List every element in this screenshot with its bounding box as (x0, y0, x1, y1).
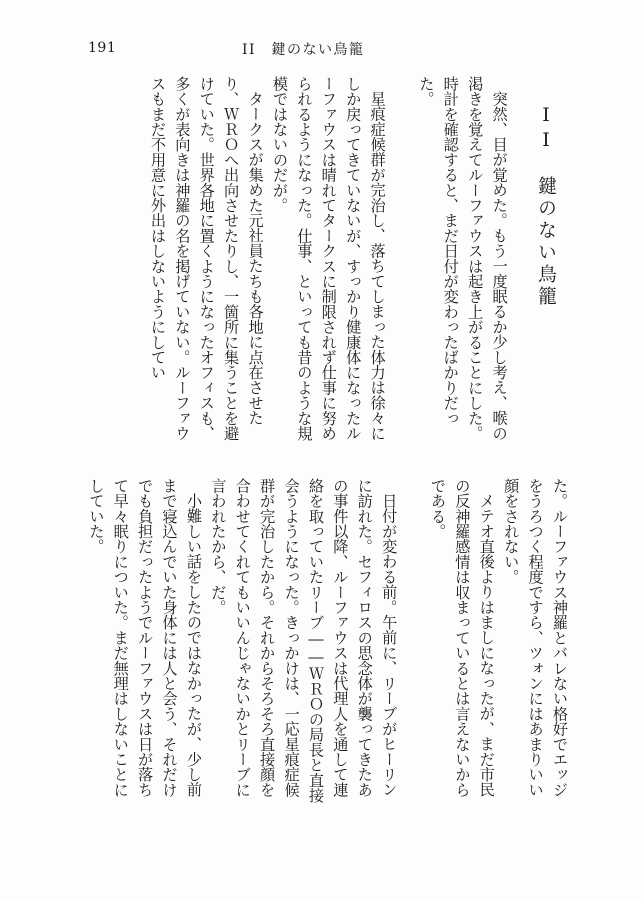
chapter-title: II 鍵のない鳥籠 (535, 104, 557, 308)
top-text-block (146, 76, 572, 448)
blank-line (390, 76, 414, 448)
paragraph: 星痕症候群が完治し、落ちてしまった体力は徐々にしか戻ってきていないが、すっかり健康体になったルーファウスは晴れてタークスに制限されず仕事に努められるようになった。仕事、といっても昔のような規模ではないのだが。 (270, 76, 387, 441)
paragraph: タークスが集めた元社員たちも各地に点在させたり、ＷＲＯへ出向させたりし、一箇所に集うことを避けていた。世界各地に置くようになったオフィスも、多くが表向きは神羅の名を掲げていない。ルーファウスもまだ不用意に外出はしないようにしてい (148, 76, 265, 441)
paragraph: 日付が変わる前。午前に、リーブがヒーリンに訪れた。セフィロスの思念体が襲ってきたあの事件以降、ルーファウスは代理人を通して連絡を取っていたリーブ――ＷＲＯの局長と直接会うようになった。きっかけは、一応星痕症候群が完治したから。それからそろそろ直接顔を合わせてくれてもいいんじゃないかとリーブに言われたから、だ。 (209, 478, 399, 803)
paragraph: メテオ直後よりはましになったが、まだ市民の反神羅感情は収まっているとは言えないからである。 (428, 478, 496, 798)
paragraph: た。ルーファウス神羅とバレない格好でエッジをうろつく程度ですら、ツォンにはあまりいい顔をされない。 (502, 478, 569, 798)
bottom-text-block (84, 478, 572, 812)
paragraph: 突然、目が覚めた。もう一度眠るか少し考え、喉の渇きを覚えてルーファウスは起き上がることにした。時計を確認すると、まだ日付が変わったばかりだった。 (417, 76, 509, 441)
page-number: 191 (88, 40, 117, 56)
blank-line (401, 478, 425, 812)
paragraph: 小難しい話をしたのではなかったが、少し前まで寝込んでいた身体には人と会う、それだけでも負担だったようでルーファウスは日が落ちて早々眠りについた。まだ無理はしないことにしていた。 (87, 478, 203, 798)
running-head: II 鍵のない鳥籠 (242, 42, 365, 58)
